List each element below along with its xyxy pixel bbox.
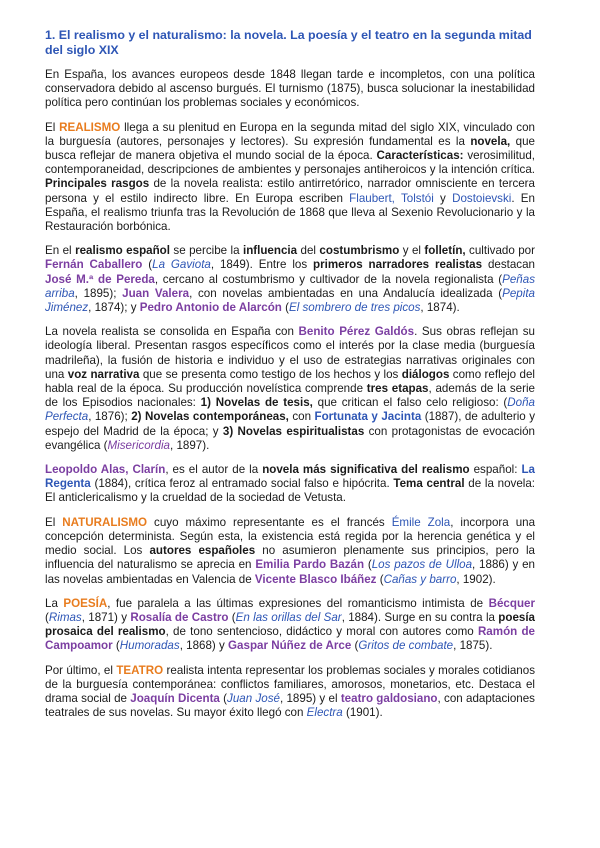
tema-central-term: Tema central <box>393 477 465 491</box>
text: con protagonistas de evocación evangélica ( <box>45 424 536 452</box>
paragraph-naturalismo <box>45 516 535 587</box>
text: ( <box>219 691 228 705</box>
text: con <box>288 410 315 424</box>
text: que critican el falso celo religioso: ( <box>312 396 508 410</box>
work-humoradas: Humoradas <box>119 639 180 653</box>
author-flaubert: Flaubert, <box>349 191 395 205</box>
realismo-espanol-term: realismo español <box>75 244 170 258</box>
text: ( <box>142 258 153 272</box>
text: ( <box>376 572 384 586</box>
work-misericordia: Misericordia <box>107 438 171 452</box>
context-text: En España, los avances europeos desde 1848 llegan tarde e incompletos, con una política conservadora debido al ascenso burgués. El turnismo (1875), busca solucionar la inestabilidad política pero continúan los problemas sociales y económicos. <box>45 68 535 110</box>
text: El <box>45 515 63 529</box>
author-pardo-bazan: Emilia Pardo Bazán <box>255 558 365 572</box>
text: , 1886) y en las novelas ambientadas en Valencia de <box>45 558 535 586</box>
text: que busca reflejar de manera objetiva el mundo social de la época. <box>45 134 535 163</box>
teatro-galdosiano-term: teatro galdosiano <box>340 691 438 705</box>
work-en-las-orillas: En las orillas del Sar <box>235 610 342 624</box>
paragraph-realismo <box>45 121 535 235</box>
poesia-heading: POESÍA <box>63 596 108 610</box>
novelas-espiritualistas-term: 3) Novelas espiritualistas <box>222 424 365 438</box>
text: , 1902). <box>456 572 496 586</box>
text: . Sus obras reflejan su ideología liberal. Presentan rasgos específicos como el interés por la clase media (burguesía madrileña), la fusión de historia e individuo y el uso de estrategias narrativas originales con una <box>45 325 536 381</box>
text: , es el autor de la <box>165 463 263 477</box>
text: , 1871) y <box>81 610 131 624</box>
text: , 1895); <box>74 286 123 300</box>
text: ( <box>228 610 236 624</box>
novela-term: novela, <box>470 134 511 148</box>
text: , 1875). <box>453 639 493 653</box>
dialogos-term: diálogos <box>401 367 450 381</box>
text: . En España, el realismo triunfa tras la Revolución de 1868 que lleva al Sexenio Revolucionario y la Restauración borbónica. <box>45 191 535 234</box>
text: destacan <box>482 258 536 272</box>
work-gritos-de-combate: Gritos de combate <box>358 639 454 653</box>
text: (1884), crítica feroz al entramado social falso e hipócrita. <box>90 477 394 491</box>
text: llega a su plenitud en Europa en la segunda mitad del siglo XIX, vinculado con la burguesía (autores, personajes y lectores). Su expresión fundamental es la <box>45 120 535 148</box>
text: no asumieron plenamente sus principios, pero la influencia del naturalismo se aprecia en <box>45 544 536 572</box>
text: , 1868) y <box>179 639 229 653</box>
text: de la novela realista: estilo antirretórico, narrador omnisciente en tercera persona y el estilo indirecto libre. En Europa escriben <box>45 177 535 205</box>
text: , con adaptaciones teatrales de sus novelas. Su mayor éxito llegó con <box>45 691 535 720</box>
autores-espanoles-term: autores españoles <box>149 544 256 558</box>
teatro-heading: TEATRO <box>116 663 164 677</box>
text: , de tono sentencioso, didáctico y moral con autores como <box>165 625 478 639</box>
text: , 1849). Entre los <box>210 258 314 272</box>
text: , además de la serie de los Episodios nacionales: <box>45 382 535 410</box>
author-campoamor: Ramón de Campoamor <box>45 625 535 653</box>
paragraph-poesia <box>45 597 535 654</box>
work-los-pazos: Los pazos de Ulloa <box>371 558 473 572</box>
work-rimas: Rimas <box>48 610 82 624</box>
text: , con novelas ambientadas en una Andalucía idealizada ( <box>189 286 503 300</box>
naturalismo-heading: NATURALISMO <box>62 515 148 529</box>
text: La novela realista se consolida en España con <box>45 325 299 339</box>
text: , 1897). <box>170 438 210 452</box>
author-galdos: Benito Pérez Galdós <box>298 325 415 339</box>
author-valera: Juan Valera <box>122 286 190 300</box>
text: ( <box>351 639 359 653</box>
novelas-tesis-term: 1) Novelas de tesis, <box>200 396 313 410</box>
work-canas-y-barro: Cañas y barro <box>383 572 457 586</box>
author-clarin: Leopoldo Alas, Clarín <box>45 463 166 477</box>
text: (1901). <box>342 706 383 720</box>
work-la-gaviota: La Gaviota <box>152 258 211 272</box>
work-la-regenta: La Regenta <box>45 463 535 491</box>
author-tolstoi: Tolstói <box>400 191 434 205</box>
author-becquer: Bécquer <box>488 596 535 610</box>
text: En el <box>45 244 76 258</box>
text: , 1874); y <box>88 301 140 315</box>
voz-narrativa-term: voz narrativa <box>67 367 140 381</box>
text: y el <box>399 244 425 258</box>
author-zola: Émile Zola <box>391 515 451 529</box>
author-dicenta: Joaquín Dicenta <box>130 691 220 705</box>
text: (1887), de adulterio y espejo del Madrid de la época; y <box>45 410 535 438</box>
text: como reflejo del habla real de la época. Su producción novelística comprende <box>45 367 535 396</box>
text: cuyo máximo representante es el francés <box>147 515 392 529</box>
text: realista intenta representar los problemas sociales y morales cotidianos de la burguesía contemporánea: conflictos familiares, amorosos, monetarios, etc. Destaca el drama social de <box>45 663 535 705</box>
text: , 1876); <box>88 410 132 424</box>
section-title: 1. El realismo y el naturalismo: la novela. La poesía y el teatro en la segunda mitad del siglo XIX <box>45 28 532 57</box>
text: , 1895) y el <box>279 691 341 705</box>
text: ( <box>281 301 289 315</box>
text: , fue paralela a las últimas expresiones del romanticismo intimista de <box>107 596 489 610</box>
paragraph-galdos <box>45 325 535 453</box>
influencia-term: influencia <box>242 244 298 258</box>
author-pereda: José M.ª de Pereda <box>45 272 155 286</box>
text: , incorpora una concepción determinista. Según esta, la existencia está regida por la herencia genética y el medio social. Los <box>45 515 536 558</box>
text: ( <box>45 610 49 624</box>
poesia-prosaica-term: poesía prosaica del realismo <box>45 610 536 639</box>
text: de la novela: El anticlericalismo y la crueldad de la sociedad de Vetusta. <box>45 477 536 505</box>
author-rosalia: Rosalía de Castro <box>130 610 229 624</box>
text: La <box>45 596 64 610</box>
text: ( <box>364 558 372 572</box>
text: , cercano al costumbrismo y cultivador de la novela regionalista ( <box>154 272 503 286</box>
rasgos-term: Principales rasgos <box>45 177 150 191</box>
text: El <box>45 120 60 134</box>
work-penas-arriba: Peñas arriba <box>45 272 535 300</box>
text: se percibe la <box>169 244 243 258</box>
costumbrismo-term: costumbrismo <box>319 244 400 258</box>
text: ( <box>112 639 120 653</box>
author-dostoievski: Dostoievski <box>452 191 512 205</box>
novelas-contemporaneas-term: 2) Novelas contemporáneas, <box>131 410 289 424</box>
work-dona-perfecta: Doña Perfecta <box>45 396 535 424</box>
text: que se presenta como testigo de los hechos y los <box>139 367 402 381</box>
author-fernan-caballero: Fernán Caballero <box>45 258 143 272</box>
paragraph-teatro <box>45 664 535 721</box>
text: , 1874). <box>420 301 460 315</box>
work-juan-jose: Juan José <box>227 691 280 705</box>
work-el-sombrero: El sombrero de tres picos <box>288 301 421 315</box>
work-pepita-jimenez: Pepita Jiménez <box>45 286 535 315</box>
realismo-heading: REALISMO <box>59 120 121 134</box>
paragraph-clarin <box>45 463 535 506</box>
document-page <box>45 28 535 730</box>
author-nunez-de-arce: Gaspar Núñez de Arce <box>228 639 352 653</box>
text: , 1884). Surge en su contra la <box>341 610 499 624</box>
author-alarcon: Pedro Antonio de Alarcón <box>139 301 282 315</box>
paragraph-context <box>45 68 535 111</box>
primeros-term: primeros narradores realistas <box>313 258 483 272</box>
folletin-term: folletín, <box>424 244 466 258</box>
tres-etapas-term: tres etapas <box>366 382 429 396</box>
significativa-term: novela más significativa del realismo <box>262 463 470 477</box>
text: y <box>433 191 453 205</box>
text: Por último, el <box>45 663 117 677</box>
work-fortunata: Fortunata y Jacinta <box>314 410 422 424</box>
author-blasco-ibanez: Vicente Blasco Ibáñez <box>254 572 377 586</box>
paragraph-realismo-espanol <box>45 244 535 315</box>
text: del <box>297 244 320 258</box>
text: verosimilitud, contemporaneidad, descripciones de ambientes y personajes antiheroicos y la intención crítica. <box>45 149 535 177</box>
text: español: <box>469 463 522 477</box>
caracteristicas-term: Características: <box>376 149 464 163</box>
work-electra: Electra <box>306 706 343 720</box>
text: cultivado por <box>465 244 535 258</box>
